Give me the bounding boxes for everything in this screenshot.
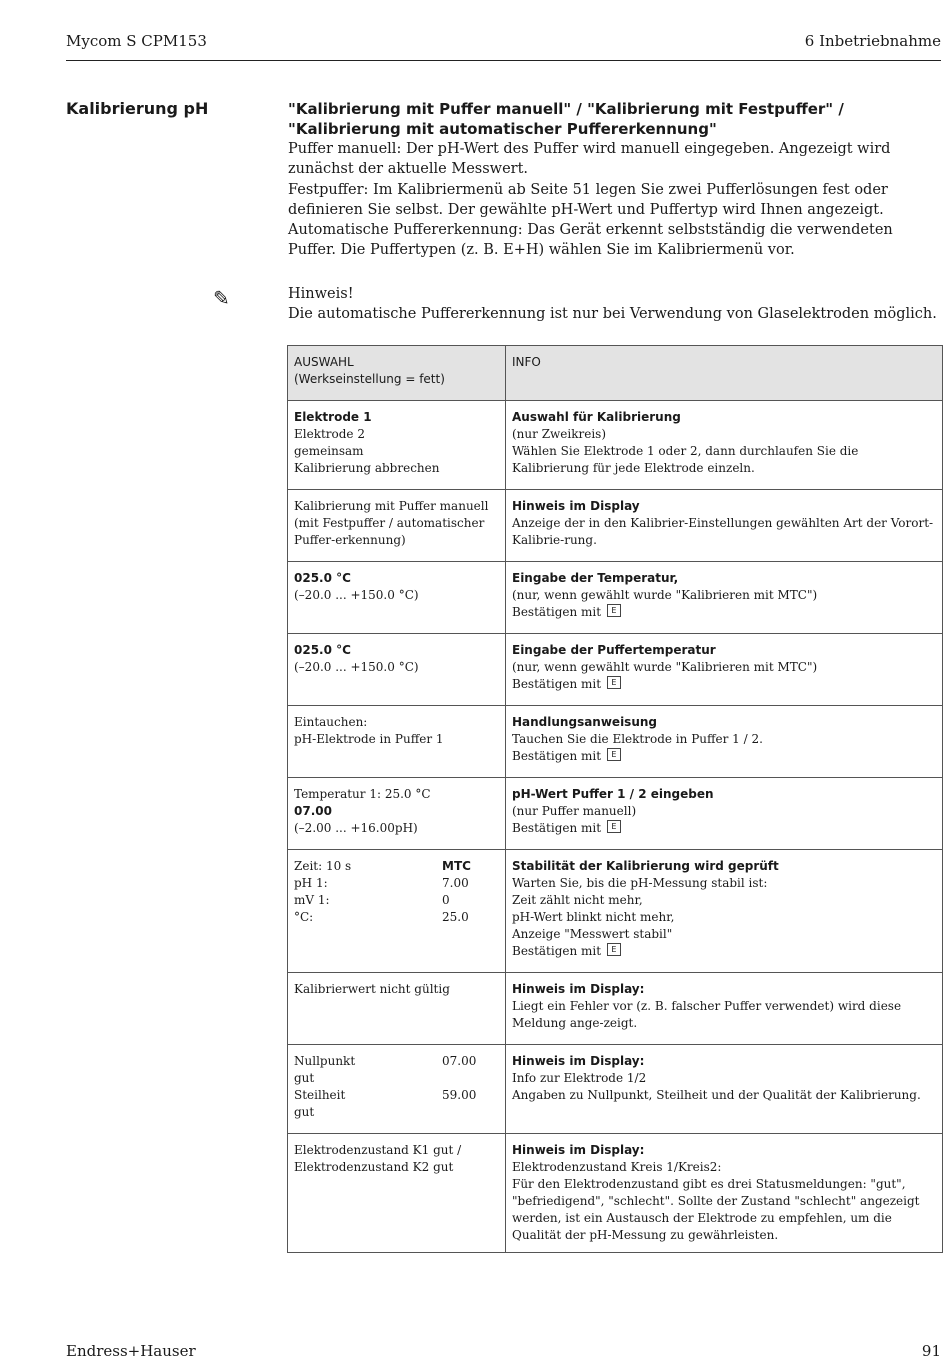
table-row <box>288 562 943 634</box>
note-block <box>288 284 940 325</box>
enter-key-icon: E <box>607 676 621 689</box>
info-cell: Eingabe der Puffertemperatur (nur, wenn gewählt wurde "Kalibrieren mit MTC") Bestätigen mit E <box>506 634 943 706</box>
table-row <box>288 778 943 850</box>
auswahl-cell: Elektrodenzustand K1 gut / Elektrodenzustand K2 gut <box>288 1134 506 1253</box>
info-cell: Hinweis im Display: Info zur Elektrode 1/2 Angaben zu Nullpunkt, Steilheit und der Qualität der Kalibrierung. <box>506 1045 943 1134</box>
section-side-title: Kalibrierung pH <box>66 99 209 118</box>
auswahl-cell: Eintauchen: pH-Elektrode in Puffer 1 <box>288 706 506 778</box>
info-cell: Eingabe der Temperatur, (nur, wenn gewählt wurde "Kalibrieren mit MTC") Bestätigen mit E <box>506 562 943 634</box>
section-body <box>288 99 940 261</box>
table-header-auswahl: AUSWAHL (Werkseinstellung = fett) <box>288 346 506 401</box>
table-row <box>288 1134 943 1253</box>
section-heading-line1: "Kalibrierung mit Puffer manuell" / "Kalibrierung mit Festpuffer" / <box>288 100 844 118</box>
table-row <box>288 973 943 1045</box>
enter-key-icon: E <box>607 748 621 761</box>
info-cell: Hinweis im Display: Liegt ein Fehler vor (z. B. falscher Puffer verwendet) wird diese Meldung ange-zeigt. <box>506 973 943 1045</box>
table-row <box>288 401 943 490</box>
info-cell: Stabilität der Kalibrierung wird geprüft Warten Sie, bis die pH-Messung stabil ist: Zeit zählt nicht mehr, pH-Wert blinkt nicht mehr, Anzeige "Messwert stabil" Bestätigen mit E <box>506 850 943 973</box>
paragraph-festpuffer: Festpuffer: Im Kalibriermenü ab Seite 51 legen Sie zwei Pufferlösungen fest oder definieren Sie selbst. Der gewählte pH-Wert und Puffertyp wird Ihnen angezeigt. <box>288 181 888 218</box>
table-row <box>288 850 943 973</box>
auswahl-cell: Zeit: 10 s MTC pH 1: 7.00 mV 1: 0 °C: 25.0 <box>288 850 506 973</box>
enter-key-icon: E <box>607 943 621 956</box>
info-cell: Auswahl für Kalibrierung (nur Zweikreis) Wählen Sie Elektrode 1 oder 2, dann durchlaufen Sie die Kalibrierung für jede Elektrode einzeln. <box>506 401 943 490</box>
auswahl-cell: Elektrode 1 Elektrode 2 gemeinsam Kalibrierung abbrechen <box>288 401 506 490</box>
paragraph-puffer-manuell: Puffer manuell: Der pH-Wert des Puffer wird manuell eingegeben. Angezeigt wird zunächst der aktuelle Messwert. <box>288 141 891 178</box>
enter-key-icon: E <box>607 604 621 617</box>
auswahl-cell: Kalibrierung mit Puffer manuell (mit Festpuffer / automatischer Puffer-erkennung) <box>288 490 506 562</box>
table-row <box>288 490 943 562</box>
calibration-table <box>287 345 943 1253</box>
note-title: Hinweis! <box>288 286 354 302</box>
enter-key-icon: E <box>607 820 621 833</box>
info-cell: Handlungsanweisung Tauchen Sie die Elektrode in Puffer 1 / 2. Bestätigen mit E <box>506 706 943 778</box>
info-cell: pH-Wert Puffer 1 / 2 eingeben (nur Puffer manuell) Bestätigen mit E <box>506 778 943 850</box>
table-row <box>288 1045 943 1134</box>
info-cell: Hinweis im Display: Elektrodenzustand Kreis 1/Kreis2: Für den Elektrodenzustand gibt es drei Statusmeldungen: "gut", "befriedigend", "schlecht". Sollte der Zustand "schlecht" angezeigt werden, ist ein Austausch der Elektrode zu empfehlen, um die Qualität der pH-Messung zu gewährleisten. <box>506 1134 943 1253</box>
header-product: Mycom S CPM153 <box>66 32 207 50</box>
table-header-row <box>288 346 943 401</box>
auswahl-cell: Temperatur 1: 25.0 °C 07.00 (–2.00 ... +16.00pH) <box>288 778 506 850</box>
footer-brand: Endress+Hauser <box>66 1342 196 1360</box>
auswahl-cell: 025.0 °C (–20.0 ... +150.0 °C) <box>288 634 506 706</box>
header-chapter: 6 Inbetriebnahme <box>804 32 941 50</box>
note-text: Die automatische Puffererkennung ist nur bei Verwendung von Glaselektroden möglich. <box>288 306 937 323</box>
auswahl-cell: Kalibrierwert nicht gültig <box>288 973 506 1045</box>
table-header-info: INFO <box>506 346 943 401</box>
header-rule <box>66 60 941 61</box>
paragraph-automatische-puffererkennung: Automatische Puffererkennung: Das Gerät erkennt selbstständig die verwendeten Puffer. Die Puffertypen (z. B. E+H) wählen Sie im Kalibriermenü vor. <box>288 222 893 259</box>
section-heading-line2: "Kalibrierung mit automatischer Puffererkennung" <box>288 120 717 138</box>
pencil-icon: ✎ <box>213 286 230 310</box>
auswahl-cell: 025.0 °C (–20.0 ... +150.0 °C) <box>288 562 506 634</box>
info-cell: Hinweis im Display Anzeige der in den Kalibrier-Einstellungen gewählten Art der Vorort-Kalibrie-rung. <box>506 490 943 562</box>
page-number: 91 <box>921 1342 941 1360</box>
auswahl-cell: Nullpunkt 07.00 gut Steilheit 59.00 gut <box>288 1045 506 1134</box>
table-row <box>288 706 943 778</box>
table-row <box>288 634 943 706</box>
